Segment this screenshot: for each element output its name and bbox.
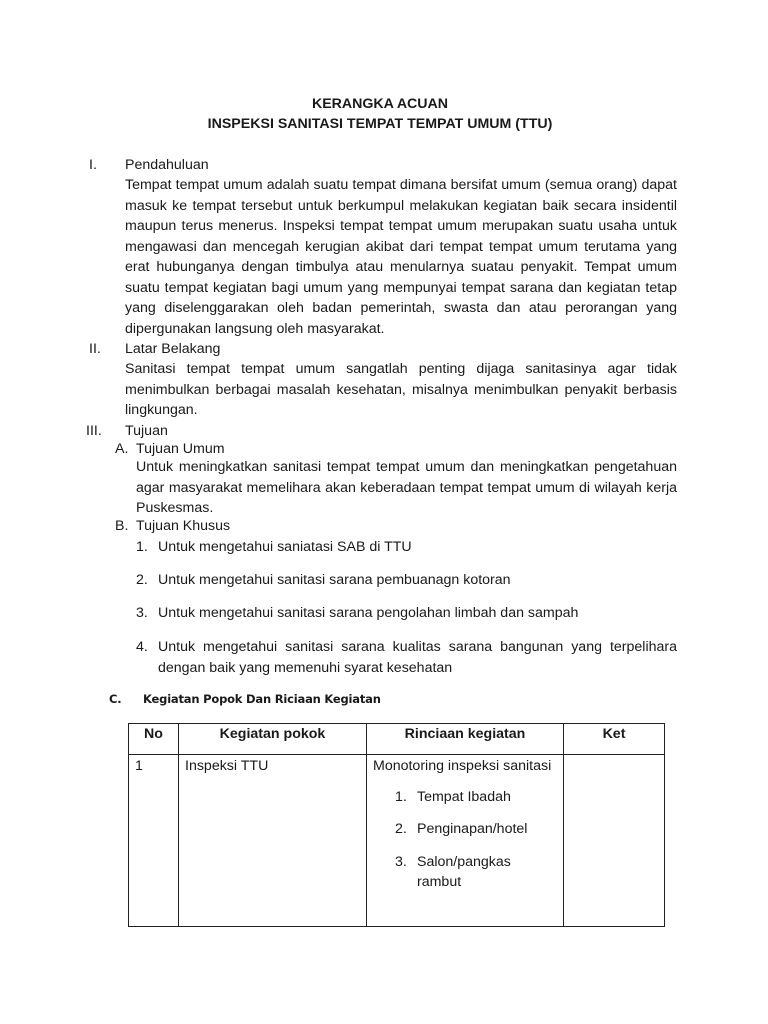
list-item bbox=[373, 819, 557, 840]
column-header-rincian: Rinciaan kegiatan bbox=[367, 724, 564, 755]
list-item-number: 3. bbox=[395, 853, 407, 870]
list-item-text: Salon/pangkas rambut bbox=[417, 853, 511, 890]
column-header-no: No bbox=[129, 724, 179, 755]
list-item bbox=[373, 787, 557, 808]
cell-rincian bbox=[367, 755, 564, 927]
document-title: KERANGKA ACUAN bbox=[311, 96, 449, 112]
list-item-text: Tempat Ibadah bbox=[417, 788, 511, 805]
subsection-c bbox=[109, 689, 381, 710]
rincian-intro: Monotoring inspeksi sanitasi bbox=[373, 758, 552, 774]
list-item-number: 1. bbox=[395, 788, 407, 805]
subsection-heading: Kegiatan Popok Dan Riciaan Kegiatan bbox=[143, 692, 381, 706]
table-row bbox=[129, 755, 665, 927]
list-item: Untuk mengetahui saniatasi SAB di TTU bbox=[158, 539, 412, 555]
list-item bbox=[373, 852, 527, 893]
section-body: Sanitasi tempat tempat umum sangatlah penting dijaga sanitasinya agar tidak menimbulkan berbagai masalah kesehatan, misalnya menimbulkan penyakit berbasis lingkungan. bbox=[125, 361, 677, 418]
list-item-number: 4. bbox=[136, 639, 148, 655]
list-item: Untuk mengetahui sanitasi sarana kualitas sarana bangunan yang terpelihara dengan baik yang memenuhi syarat kesehatan bbox=[158, 639, 677, 676]
list-item-number: 1. bbox=[136, 539, 148, 555]
subsection-letter: A. bbox=[115, 441, 129, 457]
list-item: Untuk mengetahui sanitasi sarana pembuanagn kotoran bbox=[158, 572, 511, 588]
list-item: Untuk mengetahui sanitasi sarana pengolahan limbah dan sampah bbox=[158, 605, 579, 621]
column-header-ket: Ket bbox=[564, 724, 665, 755]
cell-no: 1 bbox=[129, 755, 179, 927]
section-body: Tempat tempat umum adalah suatu tempat dimana bersifat umum (semua orang) dapat masuk ke tempat tersebut untuk berkumpul melakukan kegiatan baik secara insidentil maupun terus menerus. Inspeksi tempat tempat umum merupakan suatu usaha untuk mengawasi dan mencegah kerugian akibat dari tempat tempat umum terutama yang erat hubunganya dengan timbulya atau menularnya suatau penyakit. Tempat umum suatu tempat kegiatan bagi umum yang mempunyai tempat sarana dan kegiatan tetap yang diselenggarakan oleh badan pemerintah, swasta dan atau perorangan yang dipergunakan langsung oleh masyarakat. bbox=[125, 177, 677, 337]
list-item-number: 3. bbox=[136, 605, 148, 621]
subsection-heading: Tujuan Khusus bbox=[136, 518, 231, 534]
list-item-number: 2. bbox=[136, 572, 148, 588]
section-number: I. bbox=[89, 157, 97, 173]
section-heading: Pendahuluan bbox=[125, 157, 209, 173]
document-subtitle: INSPEKSI SANITASI TEMPAT TEMPAT UMUM (TTU) bbox=[207, 116, 553, 132]
subsection-letter: C. bbox=[109, 692, 122, 706]
subsection-heading: Tujuan Umum bbox=[136, 441, 225, 457]
kegiatan-table bbox=[128, 723, 665, 927]
section-heading: Latar Belakang bbox=[125, 341, 221, 357]
section-number: III. bbox=[86, 423, 102, 439]
column-header-kegiatan: Kegiatan pokok bbox=[179, 724, 367, 755]
cell-ket bbox=[564, 755, 665, 927]
list-item-number: 2. bbox=[395, 821, 407, 837]
table-header-row bbox=[129, 724, 665, 755]
section-heading: Tujuan bbox=[125, 423, 168, 439]
cell-kegiatan: Inspeksi TTU bbox=[179, 755, 367, 927]
subsection-body: Untuk meningkatkan sanitasi tempat tempat umum dan meningkatkan pengetahuan agar masyarakat memelihara akan keberadaan tempat tempat umum di wilayah kerja Puskesmas. bbox=[136, 459, 677, 516]
list-item-text: Penginapan/hotel bbox=[417, 821, 528, 837]
subsection-letter: B. bbox=[115, 518, 129, 534]
rincian-list bbox=[373, 787, 557, 893]
section-number: II. bbox=[89, 341, 101, 357]
